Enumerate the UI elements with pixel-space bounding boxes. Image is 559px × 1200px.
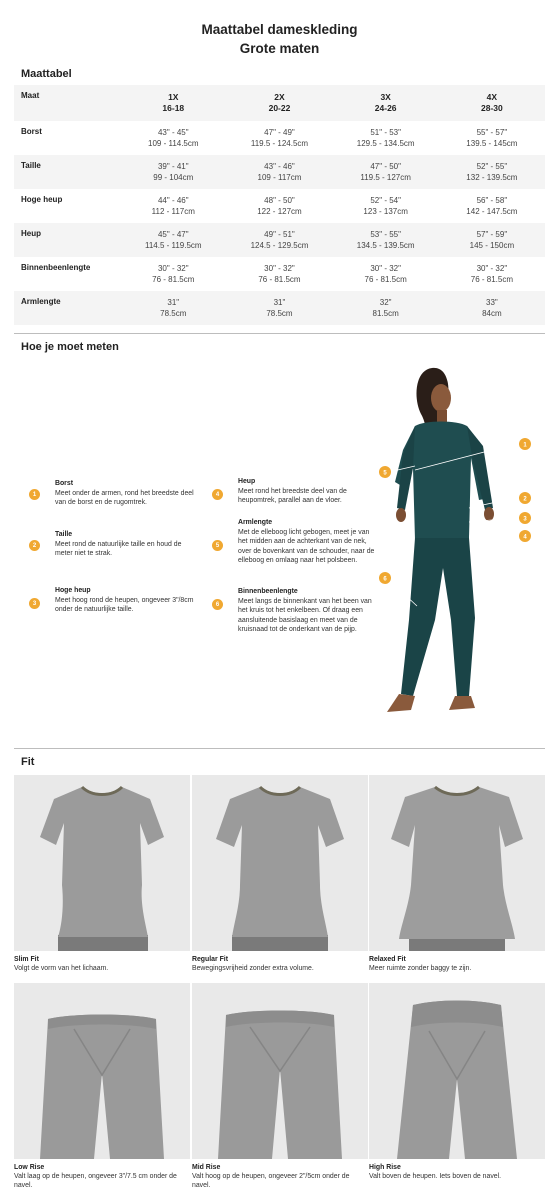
measure-item-text: Meet hoog rond de heupen, ongeveer 3"/8cm onder de natuurlijke taille. xyxy=(55,596,194,613)
measure-item-title: Borst xyxy=(55,480,73,487)
row-label: Armlengte xyxy=(21,297,61,306)
table-row xyxy=(14,223,545,257)
svg-text:5: 5 xyxy=(383,470,387,477)
table-cell: 39" - 41" 99 - 104cm xyxy=(153,162,194,182)
high-rise-caption xyxy=(369,1163,545,1181)
table-cell: 32" 81.5cm xyxy=(372,298,399,318)
figure-badge-1 xyxy=(519,438,531,450)
badge-2: 2 xyxy=(29,540,40,551)
measure-item-text: Met de elleboog licht gebogen, meet je van het midden aan de achterkant van de nek, over de bovenkant van de schouder, naar de elleboog en omlaag naar het polsbeen. xyxy=(238,528,375,564)
row-label: Taille xyxy=(21,161,41,170)
table-cell: 49" - 51" 124.5 - 129.5cm xyxy=(250,230,309,250)
table-cell: 51" - 53" 129.5 - 134.5cm xyxy=(356,128,415,148)
badge-1: 1 xyxy=(29,489,40,500)
table-cell: 43" - 46" 109 - 117cm xyxy=(257,162,302,182)
measure-item-text: Meet onder de armen, rond het breedste deel van de borst en de rugomtrek. xyxy=(55,489,194,506)
col-header: 2X 20-22 xyxy=(268,92,291,113)
figure-badge-6 xyxy=(379,572,391,584)
row-label: Hoge heup xyxy=(21,195,63,204)
table-cell: 31" 78.5cm xyxy=(266,298,293,318)
table-cell: 45" - 47" 114.5 - 119.5cm xyxy=(144,230,202,250)
measure-item-binnenbeenlengte xyxy=(212,587,375,635)
section-divider xyxy=(14,748,545,749)
col-header: 3X 24-26 xyxy=(374,92,397,113)
figure-badge-4 xyxy=(519,530,531,542)
model-figure xyxy=(375,358,550,738)
svg-text:6: 6 xyxy=(383,576,387,583)
table-cell: 47" - 50" 119.5 - 127cm xyxy=(360,162,411,182)
table-header-row xyxy=(14,85,545,121)
size-chart-title: Maattabel xyxy=(21,68,72,80)
caption-title: Regular Fit xyxy=(192,956,228,963)
regular-fit-caption xyxy=(192,955,368,973)
table-row xyxy=(14,155,545,189)
caption-title: Slim Fit xyxy=(14,956,39,963)
table-cell: 43" - 45" 109 - 114.5cm xyxy=(148,128,199,148)
measure-item-taille xyxy=(29,530,199,559)
low-rise-image xyxy=(14,983,190,1159)
page-title-line1: Maattabel dameskleding xyxy=(201,22,358,37)
table-cell: 48" - 50" 122 - 127cm xyxy=(257,196,302,216)
figure-badge-3 xyxy=(519,512,531,524)
table-cell: 56" - 58" 142 - 147.5cm xyxy=(466,196,518,216)
section-divider xyxy=(14,333,545,334)
measure-item-armlengte xyxy=(212,518,375,566)
caption-text: Valt boven de heupen. Iets boven de navel. xyxy=(369,1173,502,1180)
table-cell: 47" - 49" 119.5 - 124.5cm xyxy=(250,128,309,148)
table-cell: 30" - 32" 76 - 81.5cm xyxy=(152,264,195,284)
table-row xyxy=(14,257,545,291)
table-cell: 55" - 57" 139.5 - 145cm xyxy=(466,128,518,148)
caption-title: Relaxed Fit xyxy=(369,956,406,963)
relaxed-fit-image xyxy=(369,775,545,951)
measure-item-hoge-heup xyxy=(29,586,199,615)
measure-title: Hoe je moet meten xyxy=(21,341,119,353)
badge-4: 4 xyxy=(212,489,223,500)
table-cell: 31" 78.5cm xyxy=(160,298,187,318)
regular-fit-image xyxy=(192,775,368,951)
measure-item-title: Armlengte xyxy=(238,519,273,526)
measure-item-text: Meet rond het breedste deel van de heupomtrek, parallel aan de vloer. xyxy=(238,487,347,504)
page-title-line2: Grote maten xyxy=(239,41,320,56)
measure-item-title: Binnenbeenlengte xyxy=(238,588,298,595)
high-rise-image xyxy=(369,983,545,1159)
badge-5: 5 xyxy=(212,540,223,551)
table-cell: 30" - 32" 76 - 81.5cm xyxy=(258,264,301,284)
table-row xyxy=(14,189,545,223)
caption-text: Volgt de vorm van het lichaam. xyxy=(14,965,109,972)
row-label: Heup xyxy=(21,229,41,238)
low-rise-caption xyxy=(14,1163,190,1190)
table-cell: 30" - 32" 76 - 81.5cm xyxy=(470,264,513,284)
measure-item-title: Hoge heup xyxy=(55,587,91,594)
table-cell: 52" - 55" 132 - 139.5cm xyxy=(466,162,518,182)
table-row xyxy=(14,291,545,325)
measure-item-heup xyxy=(212,477,375,506)
figure-badge-5 xyxy=(379,466,391,478)
measure-item-title: Taille xyxy=(55,531,73,538)
table-cell: 30" - 32" 76 - 81.5cm xyxy=(364,264,407,284)
svg-text:3: 3 xyxy=(523,516,527,523)
row-label: Binnenbeenlengte xyxy=(21,263,91,272)
row-label: Borst xyxy=(21,127,42,136)
relaxed-fit-caption xyxy=(369,955,545,973)
svg-text:2: 2 xyxy=(523,496,527,503)
caption-text: Meer ruimte zonder baggy te zijn. xyxy=(369,965,472,972)
measure-item-text: Meet langs de binnenkant van het been van het kruis tot het enkelbeen. Of draag een aansluitende basislaag en meet van de kruisnaad tot de onderkant van de pijp. xyxy=(238,597,372,633)
caption-title: Low Rise xyxy=(14,1164,45,1171)
measure-item-borst xyxy=(29,479,199,508)
header-label: Maat xyxy=(21,91,40,100)
badge-6: 6 xyxy=(212,599,223,610)
figure-badge-2 xyxy=(519,492,531,504)
table-cell: 52" - 54" 123 - 137cm xyxy=(363,196,408,216)
table-cell: 53" - 55" 134.5 - 139.5cm xyxy=(356,230,415,250)
measure-item-text: Meet rond de natuurlijke taille en houd de meter niet te strak. xyxy=(55,540,182,557)
caption-text: Valt laag op de heupen, ongeveer 3"/7.5 cm onder de navel. xyxy=(14,1173,177,1189)
table-row xyxy=(14,121,545,155)
col-header: 4X 28-30 xyxy=(481,92,503,113)
fit-title: Fit xyxy=(21,756,35,768)
svg-text:1: 1 xyxy=(523,442,527,449)
svg-text:4: 4 xyxy=(523,534,527,541)
table-cell: 44" - 46" 112 - 117cm xyxy=(151,196,195,216)
table-cell: 33" 84cm xyxy=(482,298,502,318)
caption-title: High Rise xyxy=(369,1164,401,1171)
caption-text: Bewegingsvrijheid zonder extra volume. xyxy=(192,965,314,972)
col-header: 1X 16-18 xyxy=(162,92,185,113)
slim-fit-image xyxy=(14,775,190,951)
slim-fit-caption xyxy=(14,955,190,973)
caption-text: Valt hoog op de heupen, ongeveer 2"/5cm onder de navel. xyxy=(192,1173,350,1189)
size-table xyxy=(14,85,545,325)
table-cell: 57" - 59" 145 - 150cm xyxy=(469,230,515,250)
badge-3: 3 xyxy=(29,598,40,609)
mid-rise-caption xyxy=(192,1163,368,1190)
caption-title: Mid Rise xyxy=(192,1164,221,1171)
mid-rise-image xyxy=(192,983,368,1159)
measure-item-title: Heup xyxy=(238,478,256,485)
page-title xyxy=(0,20,559,58)
